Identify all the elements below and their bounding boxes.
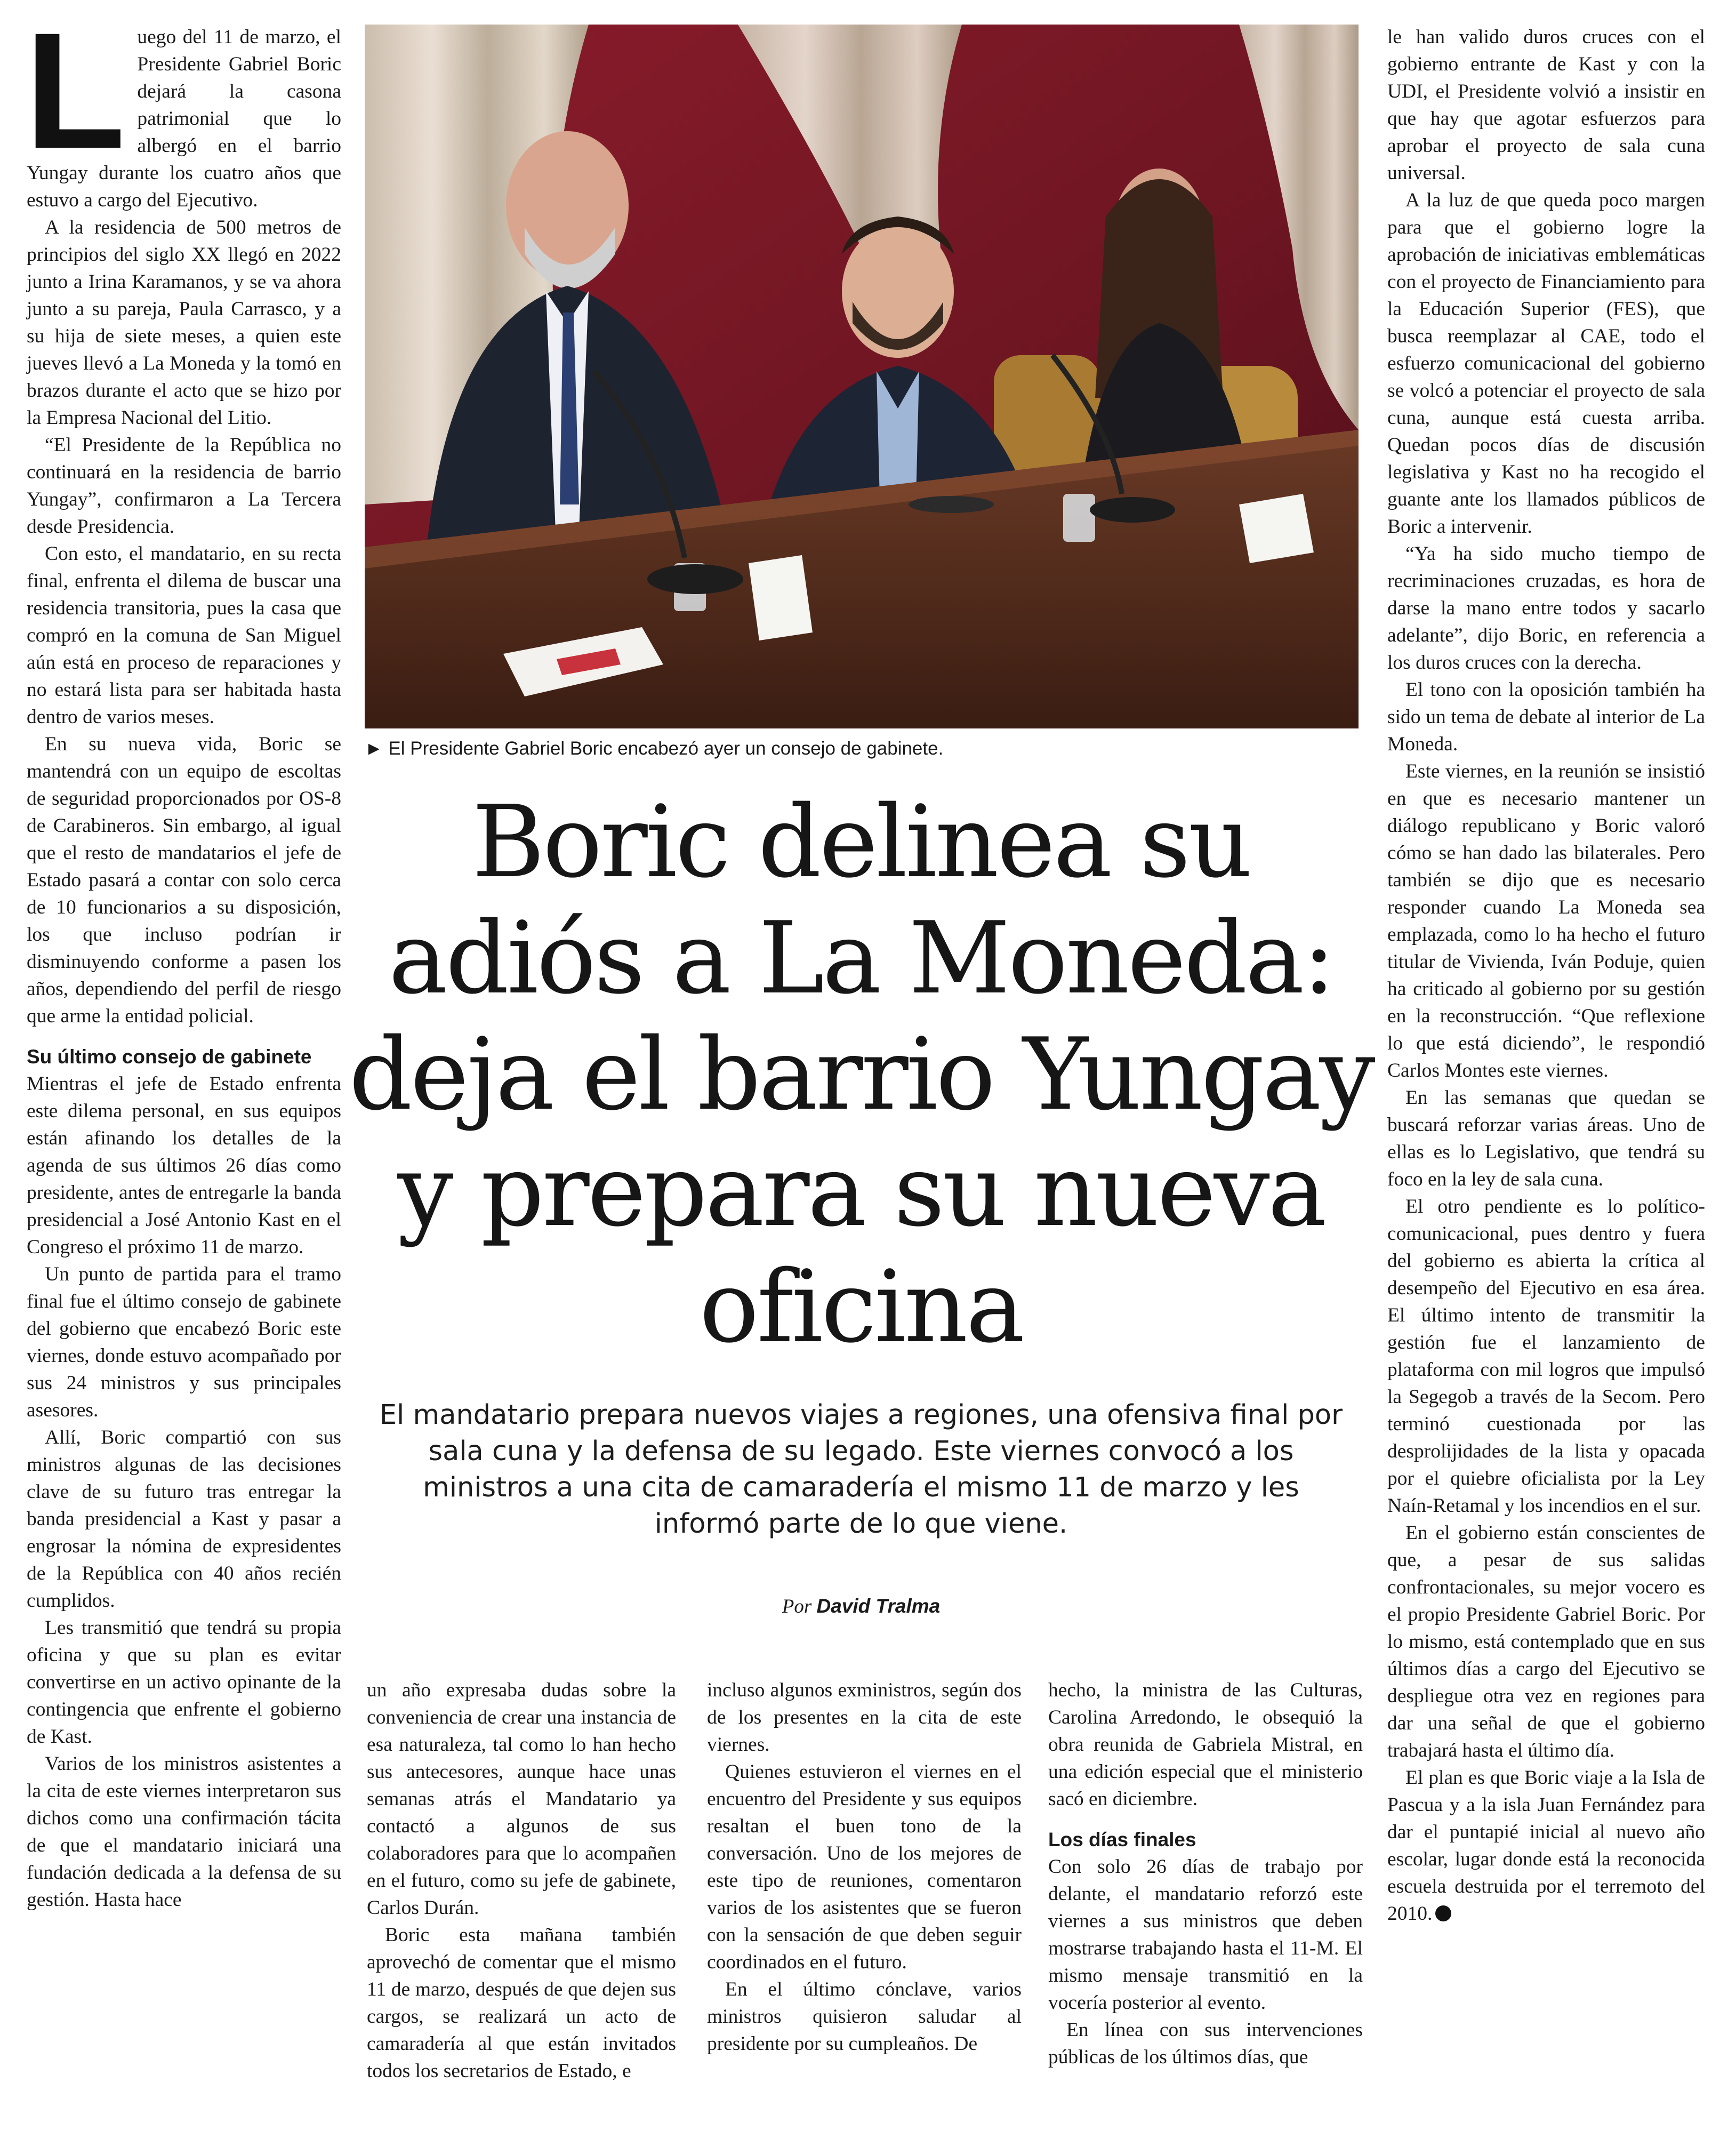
paragraph: Boric esta mañana también aprovechó de comentar que el mismo 11 de marzo, después de que dejen sus cargos, se realizará un acto de camaradería al que están invitados todos los secretarios de Estado, e — [367, 1924, 676, 2082]
deck-summary: El mandatario prepara nuevos viajes a regiones, una ofensiva final por sala cuna y la defensa de su legado. Este viernes convocó a los ministros a una cita de camaradería el mismo 11 de marzo y les informó parte de lo que viene. — [379, 1399, 1343, 1540]
paragraph: En su nueva vida, Boric se mantendrá con un equipo de escoltas de seguridad proporcionados por OS-8 de Carabineros. Sin embargo, al igual que el resto de mandatarios el jefe de Estado pasará a contar con solo cerca de 10 funcionarios a su disposición, los que incluso podrían ir disminuyendo conforme a pasen los años, dependiendo del perfil de riesgo que arme la entidad policial. — [27, 733, 341, 1027]
paragraph: le han valido duros cruces con el gobierno entrante de Kast y con la UDI, el Presidente volvió a insistir en que hay que agotar esfuerzos para aprobar el proyecto de sala cuna universal. — [1387, 26, 1705, 184]
paragraph: Varios de los ministros asistentes a la cita de este viernes interpretaron sus dichos como una confirmación tácita de que el mandatario iniciará una fundación dedicada a la defensa de su gestión. Hasta hace — [27, 1753, 341, 1911]
drop-cap: L — [25, 0, 126, 183]
paragraph: En las semanas que quedan se buscará reforzar varias áreas. Uno de ellas es lo Legislativo, que tendrá su foco en la ley de sala cuna. — [1387, 1087, 1705, 1190]
paragraph: Este viernes, en la reunión se insistió en que es necesario mantener un diálogo republicano y Boric valoró cómo se han dado las bilaterales. Pero también se dijo que es necesario responder cuando La Moneda sea emplazada, como lo ha hecho el futuro titular de Vivienda, Iván Poduje, quien ha criticado al gobierno por su gestión en la reconstrucción. “Que reflexione lo que está diciendo”, le respondió Carlos Montes este viernes. — [1387, 760, 1705, 1081]
paragraph: Allí, Boric compartió con sus ministros algunas de las decisiones clave de su futuro tras entregar la banda presidencial a Kast y pasar a engrosar la nómina de expresidentes de la República con 40 años recién cumplidos. — [27, 1427, 341, 1612]
paragraph: El tono con la oposición también ha sido un tema de debate al interior de La Moneda. — [1387, 679, 1705, 755]
paragraph: Un punto de partida para el tramo final fue el último consejo de gabinete del gobierno que encabezó Boric este viernes, donde estuvo acompañado por sus 24 ministros y sus principales asesores. — [27, 1263, 341, 1421]
paragraph: En línea con sus intervenciones públicas de los últimos días, que — [1048, 2019, 1363, 2068]
paragraph: “Ya ha sido mucho tiempo de recriminaciones cruzadas, es hora de darse la mano entre todos y sacarlo adelante”, dijo Boric, en referencia a los duros cruces con la derecha. — [1387, 543, 1705, 674]
byline-author: David Tralma — [816, 1595, 941, 1617]
paragraph — [1387, 1764, 1705, 1927]
paragraph: Les transmitió que tendrá su propia oficina y que su plan es evitar convertirse en un activo opinante de la contingencia que enfrente el gobierno de Kast. — [27, 1617, 341, 1748]
paragraph: Con esto, el mandatario, en su recta final, enfrenta el dilema de buscar una residencia transitoria, pues la casa que compró en la comuna de San Miguel aún está en proceso de reparaciones y no estará lista para ser habitada hasta dentro de varios meses. — [27, 543, 341, 728]
subheading-gabinete: Su último consejo de gabinete — [27, 1046, 312, 1068]
photo-illustration — [365, 25, 1359, 728]
article-column-5 — [1387, 23, 1705, 1927]
paragraph: Con solo 26 días de trabajo por delante, el mandatario reforzó este viernes a sus ministros que deben mostrarse trabajando hasta el 11-M. El mismo mensaje transmitió en la vocería posterior al evento. — [1048, 1856, 1363, 2014]
subheading-dias-finales: Los días finales — [1048, 1829, 1196, 1850]
caption-text: El Presidente Gabriel Boric encabezó ayer un consejo de gabinete. — [388, 738, 944, 759]
news-photo — [365, 25, 1359, 728]
paragraph: Quienes estuvieron el viernes en el encuentro del Presidente y sus equipos resaltan el buen tono de la conversación. Uno de los mejores de este tipo de reuniones, comentaron varios de los asistentes que se fueron con la sensación de que deben seguir coordinados en el futuro. — [707, 1761, 1022, 1973]
lead-paragraph — [25, 0, 341, 214]
paragraph: A la luz de que queda poco margen para que el gobierno logre la aprobación de iniciativas emblemáticas con el proyecto de Financiamiento para la Educación Superior (FES), que busca reemplazar al CAE, todo el esfuerzo comunicacional del gobierno se volcó a potenciar el proyecto de sala cuna, aunque está cuesta arriba. Quedan pocos días de discusión legislativa y Kast no ha recogido el guante ante los llamados públicos de Boric a intervenir. — [1387, 189, 1705, 538]
paragraph: Mientras el jefe de Estado enfrenta este dilema personal, en sus equipos están afinando los detalles de la agenda de sus últimos 26 días como presidente, antes de entregarle la banda presidencial a José Antonio Kast en el Congreso el próximo 11 de marzo. — [27, 1073, 341, 1258]
paragraph: El otro pendiente es lo político-comunicacional, pues dentro y fuera del gobierno es abierta la crítica al desempeño del Ejecutivo en esa área. El último intento de transmitir la gestión fue el lanzamiento de plataforma con mil logros que impulsó la Segegob a través de la Secom. Pero terminó cuestionada por las desprolijidades de la lista y opacada por el quiebre oficialista por la Ley Naín-Retamal y los incendios en el sur. — [1387, 1196, 1705, 1517]
caption-marker: ► — [365, 738, 383, 759]
paragraph: un año expresaba dudas sobre la conveniencia de crear una instancia de esa naturaleza, tal como lo han hecho sus antecesores, aunque hace unas semanas atrás el Mandatario ya contactó a algunos de sus colaboradores para que lo acompañen en el futuro, como su jefe de gabinete, Carlos Durán. — [367, 1679, 676, 1919]
paragraph: En el gobierno están conscientes de que, a pesar de sus salidas confrontacionales, su mejor vocero es el propio Presidente Gabriel Boric. Por lo mismo, está contemplado que en sus últimos días a cargo del Ejecutivo se despliegue otra vez en regiones para dar una señal de que el gobierno trabajará hasta el último día. — [1387, 1522, 1705, 1761]
byline-prefix: Por — [782, 1596, 812, 1617]
paragraph: incluso algunos exministros, según dos de los presentes en la cita de este viernes. — [707, 1679, 1022, 1756]
byline — [373, 1595, 1349, 1619]
closing-text: El plan es que Boric viaje a la Isla de Pascua y a la isla Juan Fernández para dar el puntapié inicial al nuevo año escolar, lugar donde está la reconocida escuela destruida por el terremoto del 2010. — [1387, 1767, 1705, 1925]
photo-caption — [365, 737, 1359, 760]
article-column-1 — [25, 0, 341, 1913]
paragraph: En el último cónclave, varios ministros quisieron saludar al presidente por su cumpleaños. De — [707, 1978, 1022, 2055]
headline: Boric delinea su adiós a La Moneda: deja el barrio Yungay y prepara su nueva oficina — [349, 784, 1373, 1365]
paragraph: hecho, la ministra de las Culturas, Carolina Arredondo, le obsequió la obra reunida de Gabriela Mistral, en una edición especial que el ministerio sacó en diciembre. — [1048, 1679, 1363, 1810]
paragraph: A la residencia de 500 metros de principios del siglo XX llegó en 2022 junto a Irina Karamanos, y se va ahora junto a su pareja, Paula Carrasco, y a su hija de siete meses, a quien este jueves llevó a La Moneda y la tomó en brazos durante el acto que se hizo por la Empresa Nacional del Litio. — [27, 217, 341, 429]
lead-text: uego del 11 de marzo, el Presidente Gabriel Boric dejará la casona patrimonial que lo albergó en el barrio Yungay durante los cuatro años que estuvo a cargo del Ejecutivo. — [27, 26, 341, 211]
article-column-4 — [1048, 1677, 1363, 2071]
article-column-3 — [707, 1677, 1022, 2057]
article-column-2 — [367, 1677, 676, 2085]
end-of-article-icon — [1435, 1905, 1451, 1921]
paragraph: “El Presidente de la República no continuará en la residencia de barrio Yungay”, confirmaron a La Tercera desde Presidencia. — [27, 434, 341, 538]
